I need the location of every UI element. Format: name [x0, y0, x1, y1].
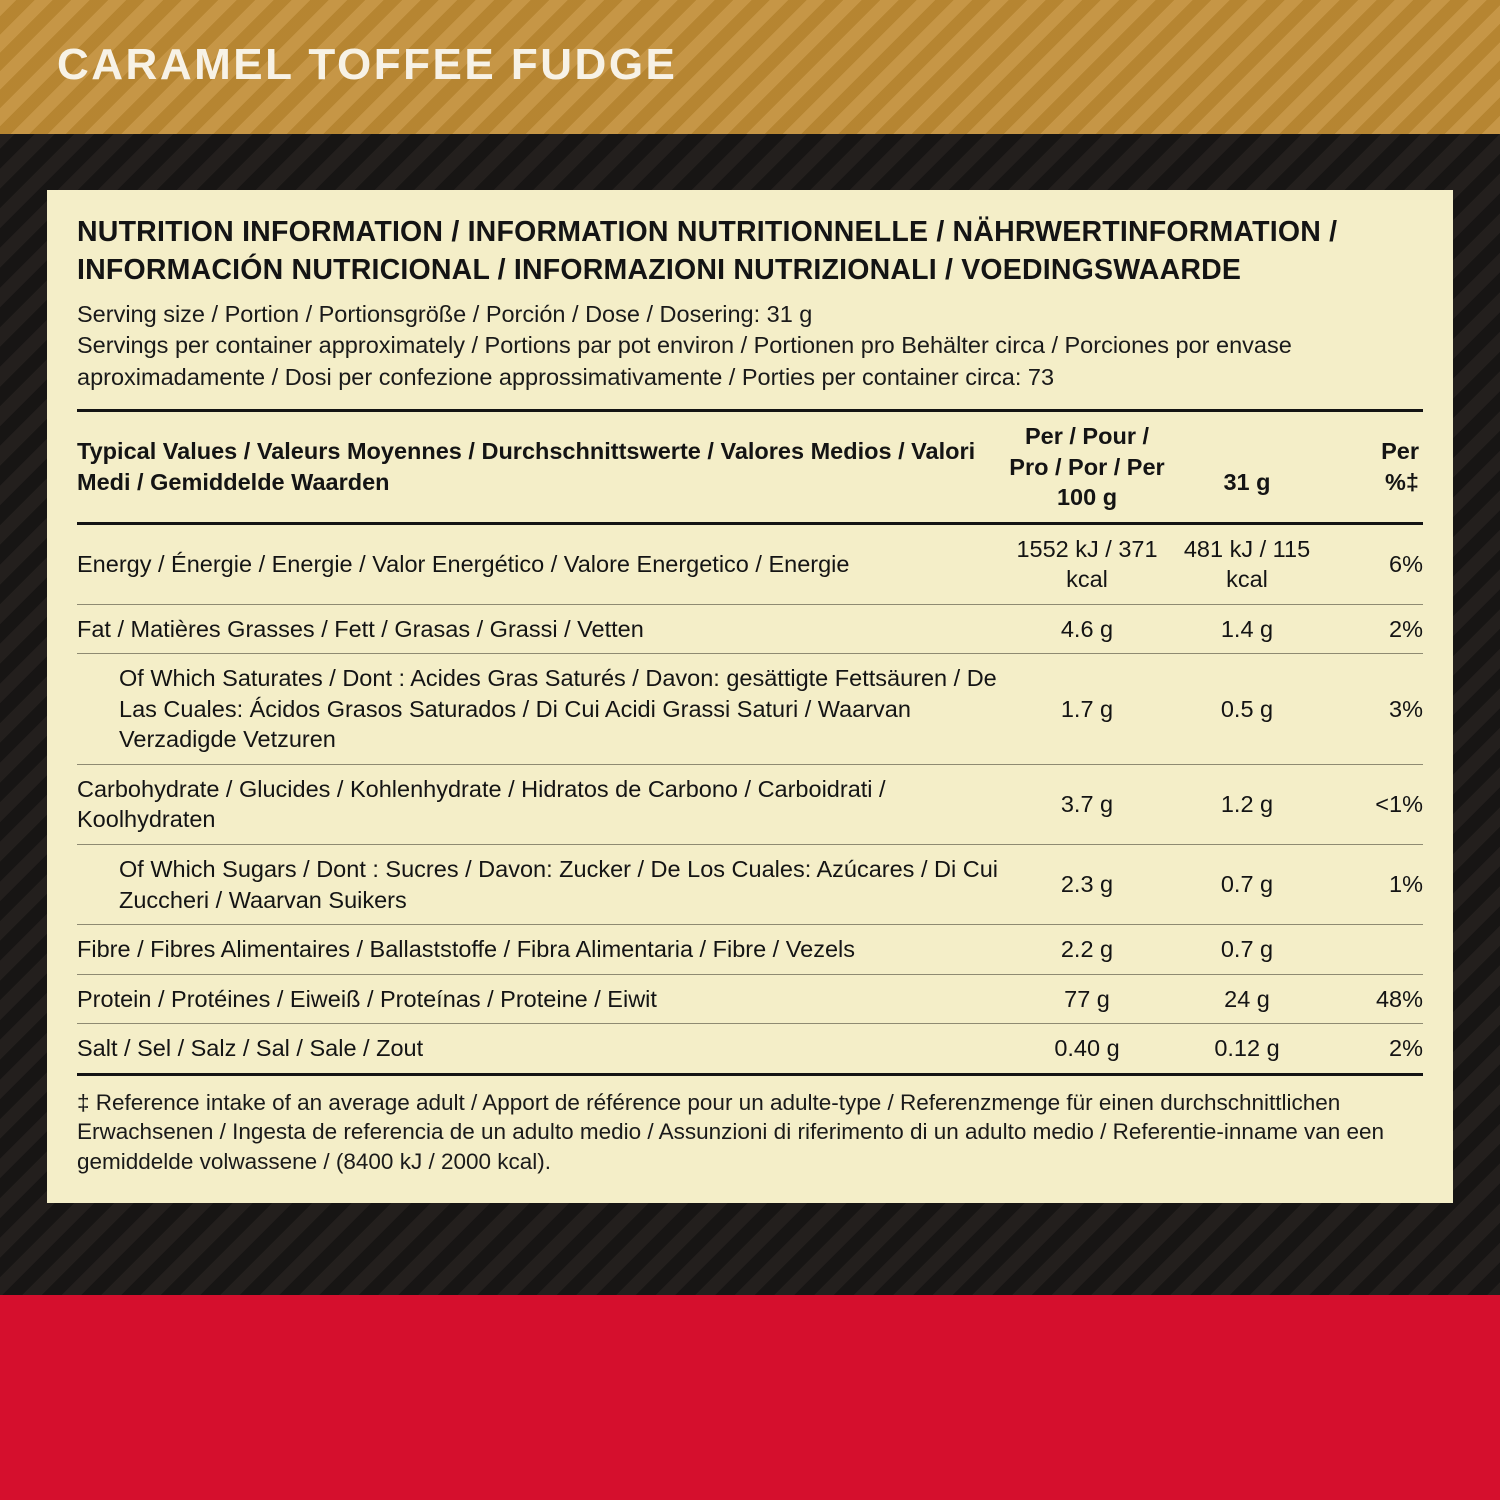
value-per-100g: 4.6 g [1007, 604, 1167, 654]
value-percent [1327, 925, 1423, 975]
nutrition-heading: NUTRITION INFORMATION / INFORMATION NUTRITIONNELLE / NÄHRWERTINFORMATION / INFORMACIÓN NUTRICIONAL / INFORMAZIONI NUTRIZIONALI / VOEDINGSWAARDE [77, 216, 1338, 286]
serving-info [77, 299, 1423, 393]
footer-band [0, 1295, 1500, 1500]
header-percent-line1: Per [1381, 438, 1419, 465]
nutrient-name: Carbohydrate / Glucides / Kohlenhydrate / Hidratos de Carbono / Carboidrati / Koolhydraten [77, 764, 1007, 844]
value-per-100g: 3.7 g [1007, 764, 1167, 844]
value-per-100g: 0.40 g [1007, 1024, 1167, 1075]
value-per-100g: 77 g [1007, 974, 1167, 1024]
value-per-31g: 1.2 g [1167, 764, 1327, 844]
value-percent: 2% [1327, 604, 1423, 654]
header-per-31g [1167, 410, 1327, 523]
reference-intake-footnote: ‡ Reference intake of an average adult / Apport de référence pour un adulte-type / Referenzmenge für einen durchschnittlichen Erwachsenen / Ingesta de referencia de un adulto medio / Assunzioni di riferimento di un adulto medio / Referentie-inname van een gemiddelde volwassene / (8400 kJ / 2000 kcal). [77, 1089, 1385, 1175]
servings-per-container-line: Servings per container approximately / Portions par pot environ / Portionen pro Behälter circa / Porciones por envase aproximadamente / Dosi per confezione approssimativamente / Porties per container circa: 73 [77, 332, 1292, 390]
value-per-31g: 24 g [1167, 974, 1327, 1024]
header-percent-line2: %‡ [1385, 468, 1419, 495]
header-per-31g-line1 [1167, 436, 1327, 467]
value-per-100g: 1552 kJ / 371 kcal [1007, 523, 1167, 604]
nutrient-name: Protein / Protéines / Eiweiß / Proteínas / Proteine / Eiwit [77, 974, 1007, 1024]
value-percent: <1% [1327, 764, 1423, 844]
product-banner [0, 0, 1500, 134]
header-per-100g-line2: 100 g [1056, 484, 1118, 511]
table-row [77, 844, 1423, 924]
table-row [77, 604, 1423, 654]
table-body [77, 523, 1423, 1074]
value-per-31g: 0.12 g [1167, 1024, 1327, 1075]
table-row [77, 974, 1423, 1024]
header-percent [1327, 410, 1423, 523]
nutrient-name: Energy / Énergie / Energie / Valor Energético / Valore Energetico / Energie [77, 523, 1007, 604]
nutrient-name: Salt / Sel / Salz / Sal / Sale / Zout [77, 1024, 1007, 1075]
table-row [77, 925, 1423, 975]
value-per-31g: 0.7 g [1167, 925, 1327, 975]
nutrient-name: Of Which Saturates / Dont : Acides Gras Saturés / Davon: gesättigte Fettsäuren / De Las Cuales: Ácidos Grasos Saturados / Di Cui Acidi Grassi Saturi / Waarvan Verzadigde Vetzuren [77, 654, 1007, 765]
value-percent: 48% [1327, 974, 1423, 1024]
header-typical-values: Typical Values / Valeurs Moyennes / Durchschnittswerte / Valores Medios / Valori Medi / Gemiddelde Waarden [77, 410, 1007, 523]
value-percent: 3% [1327, 654, 1423, 765]
table-row [77, 1024, 1423, 1075]
table-row [77, 764, 1423, 844]
value-percent: 6% [1327, 523, 1423, 604]
value-percent: 2% [1327, 1024, 1423, 1075]
table-row [77, 523, 1423, 604]
product-title: CARAMEL TOFFEE FUDGE [57, 40, 678, 89]
header-per-31g-line2: 31 g [1223, 468, 1271, 495]
value-per-100g: 1.7 g [1007, 654, 1167, 765]
value-per-31g: 481 kJ / 115 kcal [1167, 523, 1327, 604]
nutrient-name: Fibre / Fibres Alimentaires / Ballaststoffe / Fibra Alimentaria / Fibre / Vezels [77, 925, 1007, 975]
nutrition-panel [47, 190, 1453, 1203]
value-per-31g: 0.5 g [1167, 654, 1327, 765]
serving-size-line: Serving size / Portion / Portionsgröße / Porción / Dose / Dosering: 31 g [77, 301, 813, 328]
header-per-100g-line1: Per / Pour / Pro / Por / Per [1009, 422, 1165, 480]
nutrient-name: Of Which Sugars / Dont : Sucres / Davon: Zucker / De Los Cuales: Azúcares / Di Cui Zuccheri / Waarvan Suikers [77, 844, 1007, 924]
value-per-31g: 1.4 g [1167, 604, 1327, 654]
value-per-100g: 2.2 g [1007, 925, 1167, 975]
value-per-31g: 0.7 g [1167, 844, 1327, 924]
value-per-100g: 2.3 g [1007, 844, 1167, 924]
nutrient-name: Fat / Matières Grasses / Fett / Grasas / Grassi / Vetten [77, 604, 1007, 654]
table-row [77, 654, 1423, 765]
value-percent: 1% [1327, 844, 1423, 924]
table-header-row [77, 410, 1423, 523]
nutrition-table [77, 409, 1423, 1076]
header-per-100g [1007, 410, 1167, 523]
